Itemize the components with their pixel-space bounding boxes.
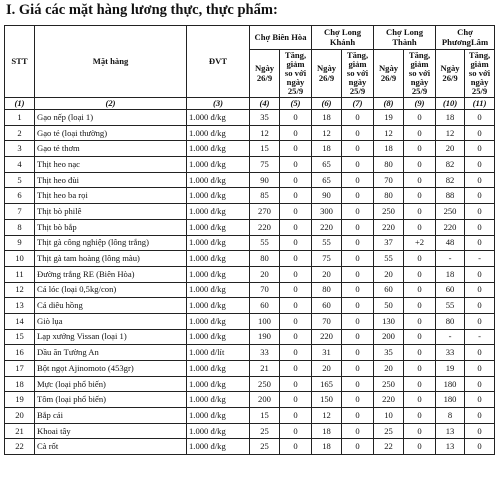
header-item: Mặt hàng bbox=[35, 26, 187, 98]
change-cell: 0 bbox=[465, 110, 495, 126]
unit-cell: 1.000 đ/kg bbox=[187, 219, 250, 235]
price-cell: 130 bbox=[374, 313, 404, 329]
price-cell: 13 bbox=[436, 423, 465, 439]
price-cell: 82 bbox=[436, 157, 465, 173]
change-cell: +2 bbox=[404, 235, 436, 251]
stt-cell: 4 bbox=[5, 157, 35, 173]
change-cell: 0 bbox=[342, 423, 374, 439]
index-cell: (7) bbox=[342, 98, 374, 110]
price-cell: 220 bbox=[250, 219, 280, 235]
table-row bbox=[5, 345, 495, 361]
stt-cell: 10 bbox=[5, 251, 35, 267]
change-cell: 0 bbox=[404, 345, 436, 361]
price-cell: 55 bbox=[374, 251, 404, 267]
change-cell: 0 bbox=[280, 282, 312, 298]
price-cell: 15 bbox=[250, 408, 280, 424]
change-cell: 0 bbox=[465, 157, 495, 173]
price-cell: 33 bbox=[250, 345, 280, 361]
change-cell: 0 bbox=[280, 329, 312, 345]
price-cell: 250 bbox=[436, 204, 465, 220]
price-cell: 60 bbox=[312, 298, 342, 314]
stt-cell: 1 bbox=[5, 110, 35, 126]
price-cell: 70 bbox=[312, 313, 342, 329]
item-cell: Thịt gà công nghiệp (lông trắng) bbox=[35, 235, 187, 251]
price-cell: 220 bbox=[312, 219, 342, 235]
price-cell: 37 bbox=[374, 235, 404, 251]
header-change-2: Tăng, giảm so với ngày 25/9 bbox=[342, 50, 374, 98]
price-cell: 35 bbox=[250, 110, 280, 126]
price-cell: 18 bbox=[312, 439, 342, 455]
price-cell: 12 bbox=[436, 125, 465, 141]
change-cell: 0 bbox=[342, 251, 374, 267]
stt-cell: 2 bbox=[5, 125, 35, 141]
stt-cell: 7 bbox=[5, 204, 35, 220]
change-cell: 0 bbox=[404, 219, 436, 235]
price-cell: 19 bbox=[436, 361, 465, 377]
change-cell: 0 bbox=[404, 298, 436, 314]
change-cell: 0 bbox=[465, 439, 495, 455]
change-cell: 0 bbox=[404, 392, 436, 408]
price-cell: 65 bbox=[312, 157, 342, 173]
item-cell: Gạo tẻ thơm bbox=[35, 141, 187, 157]
change-cell: 0 bbox=[465, 125, 495, 141]
change-cell: 0 bbox=[465, 172, 495, 188]
index-cell: (4) bbox=[250, 98, 280, 110]
change-cell: 0 bbox=[404, 329, 436, 345]
price-cell: 75 bbox=[250, 157, 280, 173]
item-cell: Mực (loại phổ biến) bbox=[35, 376, 187, 392]
price-cell: 55 bbox=[436, 298, 465, 314]
price-cell: 80 bbox=[436, 313, 465, 329]
change-cell: 0 bbox=[404, 188, 436, 204]
change-cell: 0 bbox=[465, 376, 495, 392]
stt-cell: 22 bbox=[5, 439, 35, 455]
table-row bbox=[5, 141, 495, 157]
change-cell: 0 bbox=[404, 251, 436, 267]
price-cell: 60 bbox=[250, 298, 280, 314]
unit-cell: 1.000 đ/kg bbox=[187, 204, 250, 220]
unit-cell: 1.000 đ/lít bbox=[187, 345, 250, 361]
unit-cell: 1.000 đ/kg bbox=[187, 282, 250, 298]
change-cell: 0 bbox=[280, 361, 312, 377]
table-row bbox=[5, 204, 495, 220]
change-cell: 0 bbox=[465, 345, 495, 361]
table-row bbox=[5, 329, 495, 345]
price-cell: 18 bbox=[374, 141, 404, 157]
price-cell: 12 bbox=[312, 408, 342, 424]
change-cell: 0 bbox=[280, 235, 312, 251]
header-price-4: Ngày 26/9 bbox=[436, 50, 465, 98]
change-cell: 0 bbox=[280, 439, 312, 455]
price-cell: 50 bbox=[374, 298, 404, 314]
price-cell: 70 bbox=[374, 172, 404, 188]
header-change-4: Tăng, giảm so với ngày 25/9 bbox=[465, 50, 495, 98]
change-cell: 0 bbox=[342, 110, 374, 126]
item-cell: Thịt gà tam hoàng (lông màu) bbox=[35, 251, 187, 267]
stt-cell: 13 bbox=[5, 298, 35, 314]
table-row bbox=[5, 266, 495, 282]
item-cell: Cá lóc (loại 0,5kg/con) bbox=[35, 282, 187, 298]
item-cell: Thịt heo ba rọi bbox=[35, 188, 187, 204]
price-cell: 80 bbox=[250, 251, 280, 267]
price-cell: 10 bbox=[374, 408, 404, 424]
change-cell: 0 bbox=[280, 408, 312, 424]
price-cell: 25 bbox=[374, 423, 404, 439]
price-cell: 22 bbox=[374, 439, 404, 455]
price-cell: 150 bbox=[312, 392, 342, 408]
price-cell: 12 bbox=[374, 125, 404, 141]
change-cell: 0 bbox=[342, 235, 374, 251]
change-cell: 0 bbox=[404, 439, 436, 455]
change-cell: 0 bbox=[404, 125, 436, 141]
header-market-long-khanh: Chợ Long Khánh bbox=[312, 26, 374, 50]
price-cell: 250 bbox=[374, 204, 404, 220]
stt-cell: 9 bbox=[5, 235, 35, 251]
price-cell: 220 bbox=[374, 392, 404, 408]
change-cell: 0 bbox=[280, 345, 312, 361]
price-cell: 18 bbox=[436, 110, 465, 126]
change-cell: - bbox=[465, 251, 495, 267]
item-cell: Thịt heo đùi bbox=[35, 172, 187, 188]
unit-cell: 1.000 đ/kg bbox=[187, 298, 250, 314]
change-cell: 0 bbox=[280, 376, 312, 392]
price-cell: 220 bbox=[436, 219, 465, 235]
price-cell: 90 bbox=[312, 188, 342, 204]
change-cell: 0 bbox=[404, 423, 436, 439]
header-market-phuong-lam: Chợ PhươngLâm bbox=[436, 26, 495, 50]
change-cell: 0 bbox=[280, 125, 312, 141]
section-title: I. Giá các mặt hàng lương thực, thực phẩm: bbox=[6, 2, 278, 18]
table-row bbox=[5, 188, 495, 204]
change-cell: 0 bbox=[342, 125, 374, 141]
price-cell: 35 bbox=[374, 345, 404, 361]
table-row bbox=[5, 408, 495, 424]
stt-cell: 5 bbox=[5, 172, 35, 188]
price-cell: 18 bbox=[436, 266, 465, 282]
change-cell: 0 bbox=[342, 219, 374, 235]
unit-cell: 1.000 đ/kg bbox=[187, 423, 250, 439]
price-cell: 180 bbox=[436, 376, 465, 392]
change-cell: 0 bbox=[342, 282, 374, 298]
item-cell: Bắp cải bbox=[35, 408, 187, 424]
table-row bbox=[5, 157, 495, 173]
header-unit: ĐVT bbox=[187, 26, 250, 98]
index-cell: (8) bbox=[374, 98, 404, 110]
price-cell: 18 bbox=[312, 141, 342, 157]
item-cell: Dầu ăn Tường An bbox=[35, 345, 187, 361]
price-cell: 20 bbox=[374, 266, 404, 282]
stt-cell: 15 bbox=[5, 329, 35, 345]
change-cell: 0 bbox=[404, 141, 436, 157]
price-cell: 31 bbox=[312, 345, 342, 361]
index-cell: (2) bbox=[35, 98, 187, 110]
stt-cell: 14 bbox=[5, 313, 35, 329]
price-cell: 18 bbox=[312, 110, 342, 126]
price-cell: 55 bbox=[312, 235, 342, 251]
change-cell: 0 bbox=[280, 157, 312, 173]
change-cell: 0 bbox=[280, 110, 312, 126]
price-cell: 20 bbox=[250, 266, 280, 282]
change-cell: 0 bbox=[280, 219, 312, 235]
unit-cell: 1.000 đ/kg bbox=[187, 172, 250, 188]
change-cell: 0 bbox=[404, 313, 436, 329]
index-cell: (5) bbox=[280, 98, 312, 110]
price-cell: 33 bbox=[436, 345, 465, 361]
stt-cell: 18 bbox=[5, 376, 35, 392]
table-row bbox=[5, 251, 495, 267]
item-cell: Thịt bò bắp bbox=[35, 219, 187, 235]
price-cell: 13 bbox=[436, 439, 465, 455]
unit-cell: 1.000 đ/kg bbox=[187, 235, 250, 251]
price-cell: 20 bbox=[436, 141, 465, 157]
price-cell: 20 bbox=[312, 266, 342, 282]
change-cell: 0 bbox=[404, 204, 436, 220]
header-price-1: Ngày 26/9 bbox=[250, 50, 280, 98]
table-row bbox=[5, 235, 495, 251]
change-cell: 0 bbox=[342, 329, 374, 345]
price-cell: 80 bbox=[374, 157, 404, 173]
item-cell: Cá diêu hồng bbox=[35, 298, 187, 314]
price-cell: 82 bbox=[436, 172, 465, 188]
change-cell: 0 bbox=[404, 172, 436, 188]
index-cell: (10) bbox=[436, 98, 465, 110]
header-price-2: Ngày 26/9 bbox=[312, 50, 342, 98]
change-cell: 0 bbox=[280, 313, 312, 329]
item-cell: Khoai tây bbox=[35, 423, 187, 439]
change-cell: 0 bbox=[404, 408, 436, 424]
change-cell: 0 bbox=[280, 423, 312, 439]
table-row bbox=[5, 219, 495, 235]
change-cell: 0 bbox=[465, 188, 495, 204]
item-cell: Bột ngọt Ajinomoto (453gr) bbox=[35, 361, 187, 377]
item-cell: Lạp xưởng Vissan (loại 1) bbox=[35, 329, 187, 345]
change-cell: 0 bbox=[280, 251, 312, 267]
price-cell: 12 bbox=[250, 125, 280, 141]
change-cell: 0 bbox=[465, 219, 495, 235]
stt-cell: 6 bbox=[5, 188, 35, 204]
item-cell: Đường trắng RE (Biên Hòa) bbox=[35, 266, 187, 282]
change-cell: 0 bbox=[465, 141, 495, 157]
price-cell: - bbox=[436, 251, 465, 267]
change-cell: 0 bbox=[404, 157, 436, 173]
change-cell: 0 bbox=[465, 392, 495, 408]
price-cell: 80 bbox=[312, 282, 342, 298]
change-cell: 0 bbox=[342, 157, 374, 173]
price-cell: 180 bbox=[436, 392, 465, 408]
index-cell: (1) bbox=[5, 98, 35, 110]
unit-cell: 1.000 đ/kg bbox=[187, 141, 250, 157]
change-cell: 0 bbox=[465, 282, 495, 298]
change-cell: 0 bbox=[404, 361, 436, 377]
price-cell: 12 bbox=[312, 125, 342, 141]
change-cell: 0 bbox=[342, 313, 374, 329]
change-cell: 0 bbox=[342, 298, 374, 314]
unit-cell: 1.000 đ/kg bbox=[187, 408, 250, 424]
unit-cell: 1.000 đ/kg bbox=[187, 188, 250, 204]
unit-cell: 1.000 đ/kg bbox=[187, 313, 250, 329]
index-cell: (9) bbox=[404, 98, 436, 110]
unit-cell: 1.000 đ/kg bbox=[187, 125, 250, 141]
price-cell: 80 bbox=[374, 188, 404, 204]
change-cell: 0 bbox=[280, 141, 312, 157]
change-cell: 0 bbox=[342, 172, 374, 188]
item-cell: Giò lụa bbox=[35, 313, 187, 329]
price-cell: 220 bbox=[374, 219, 404, 235]
price-table bbox=[4, 25, 495, 455]
price-cell: 18 bbox=[312, 423, 342, 439]
change-cell: 0 bbox=[465, 423, 495, 439]
price-cell: 220 bbox=[312, 329, 342, 345]
change-cell: 0 bbox=[465, 361, 495, 377]
price-cell: 55 bbox=[250, 235, 280, 251]
header-change-1: Tăng, giảm so với ngày 25/9 bbox=[280, 50, 312, 98]
change-cell: 0 bbox=[280, 172, 312, 188]
change-cell: 0 bbox=[342, 141, 374, 157]
index-row bbox=[5, 98, 495, 110]
change-cell: 0 bbox=[404, 282, 436, 298]
table-row bbox=[5, 392, 495, 408]
change-cell: 0 bbox=[465, 235, 495, 251]
stt-cell: 8 bbox=[5, 219, 35, 235]
stt-cell: 21 bbox=[5, 423, 35, 439]
price-cell: 200 bbox=[250, 392, 280, 408]
unit-cell: 1.000 đ/kg bbox=[187, 266, 250, 282]
change-cell: 0 bbox=[342, 408, 374, 424]
unit-cell: 1.000 đ/kg bbox=[187, 110, 250, 126]
item-cell: Tôm (loại phổ biến) bbox=[35, 392, 187, 408]
price-cell: 21 bbox=[250, 361, 280, 377]
change-cell: 0 bbox=[280, 298, 312, 314]
unit-cell: 1.000 đ/kg bbox=[187, 251, 250, 267]
change-cell: 0 bbox=[465, 266, 495, 282]
change-cell: 0 bbox=[465, 298, 495, 314]
price-cell: 48 bbox=[436, 235, 465, 251]
change-cell: 0 bbox=[465, 204, 495, 220]
price-cell: 25 bbox=[250, 439, 280, 455]
price-cell: 300 bbox=[312, 204, 342, 220]
table-row bbox=[5, 110, 495, 126]
price-cell: 250 bbox=[250, 376, 280, 392]
price-cell: 75 bbox=[312, 251, 342, 267]
stt-cell: 19 bbox=[5, 392, 35, 408]
stt-cell: 16 bbox=[5, 345, 35, 361]
table-row bbox=[5, 172, 495, 188]
price-cell: 190 bbox=[250, 329, 280, 345]
price-cell: 200 bbox=[374, 329, 404, 345]
price-cell: 8 bbox=[436, 408, 465, 424]
item-cell: Thịt heo nạc bbox=[35, 157, 187, 173]
stt-cell: 20 bbox=[5, 408, 35, 424]
stt-cell: 3 bbox=[5, 141, 35, 157]
change-cell: 0 bbox=[342, 361, 374, 377]
price-cell: 270 bbox=[250, 204, 280, 220]
unit-cell: 1.000 đ/kg bbox=[187, 157, 250, 173]
change-cell: 0 bbox=[342, 345, 374, 361]
price-cell: 65 bbox=[312, 172, 342, 188]
item-cell: Gạo tẻ (loại thường) bbox=[35, 125, 187, 141]
table-row bbox=[5, 361, 495, 377]
header-market-long-thanh: Chợ Long Thành bbox=[374, 26, 436, 50]
change-cell: 0 bbox=[342, 392, 374, 408]
unit-cell: 1.000 đ/kg bbox=[187, 392, 250, 408]
price-cell: 60 bbox=[374, 282, 404, 298]
unit-cell: 1.000 đ/kg bbox=[187, 329, 250, 345]
stt-cell: 17 bbox=[5, 361, 35, 377]
change-cell: 0 bbox=[404, 110, 436, 126]
change-cell: - bbox=[465, 329, 495, 345]
index-cell: (6) bbox=[312, 98, 342, 110]
price-cell: 60 bbox=[436, 282, 465, 298]
change-cell: 0 bbox=[280, 188, 312, 204]
change-cell: 0 bbox=[342, 188, 374, 204]
price-cell: 250 bbox=[374, 376, 404, 392]
item-cell: Gạo nếp (loại 1) bbox=[35, 110, 187, 126]
table-row bbox=[5, 313, 495, 329]
price-cell: - bbox=[436, 329, 465, 345]
price-cell: 20 bbox=[312, 361, 342, 377]
header-market-bien-hoa: Chợ Biên Hòa bbox=[250, 26, 312, 50]
table-row bbox=[5, 376, 495, 392]
price-cell: 70 bbox=[250, 282, 280, 298]
item-cell: Cà rốt bbox=[35, 439, 187, 455]
index-cell: (3) bbox=[187, 98, 250, 110]
price-cell: 90 bbox=[250, 172, 280, 188]
price-cell: 20 bbox=[374, 361, 404, 377]
stt-cell: 11 bbox=[5, 266, 35, 282]
unit-cell: 1.000 đ/kg bbox=[187, 361, 250, 377]
price-cell: 88 bbox=[436, 188, 465, 204]
change-cell: 0 bbox=[280, 266, 312, 282]
stt-cell: 12 bbox=[5, 282, 35, 298]
change-cell: 0 bbox=[342, 376, 374, 392]
change-cell: 0 bbox=[404, 266, 436, 282]
price-cell: 85 bbox=[250, 188, 280, 204]
item-cell: Thịt bò philê bbox=[35, 204, 187, 220]
change-cell: 0 bbox=[465, 313, 495, 329]
header-change-3: Tăng, giảm so với ngày 25/9 bbox=[404, 50, 436, 98]
table-row bbox=[5, 125, 495, 141]
change-cell: 0 bbox=[342, 266, 374, 282]
price-cell: 19 bbox=[374, 110, 404, 126]
price-cell: 25 bbox=[250, 423, 280, 439]
change-cell: 0 bbox=[342, 439, 374, 455]
change-cell: 0 bbox=[342, 204, 374, 220]
price-cell: 100 bbox=[250, 313, 280, 329]
change-cell: 0 bbox=[465, 408, 495, 424]
price-cell: 15 bbox=[250, 141, 280, 157]
price-cell: 165 bbox=[312, 376, 342, 392]
change-cell: 0 bbox=[404, 376, 436, 392]
unit-cell: 1.000 đ/kg bbox=[187, 376, 250, 392]
header-stt: STT bbox=[5, 26, 35, 98]
table-row bbox=[5, 439, 495, 455]
change-cell: 0 bbox=[280, 392, 312, 408]
table-row bbox=[5, 282, 495, 298]
change-cell: 0 bbox=[280, 204, 312, 220]
table-row bbox=[5, 423, 495, 439]
unit-cell: 1.000 đ/kg bbox=[187, 439, 250, 455]
index-cell: (11) bbox=[465, 98, 495, 110]
header-price-3: Ngày 26/9 bbox=[374, 50, 404, 98]
table-row bbox=[5, 298, 495, 314]
